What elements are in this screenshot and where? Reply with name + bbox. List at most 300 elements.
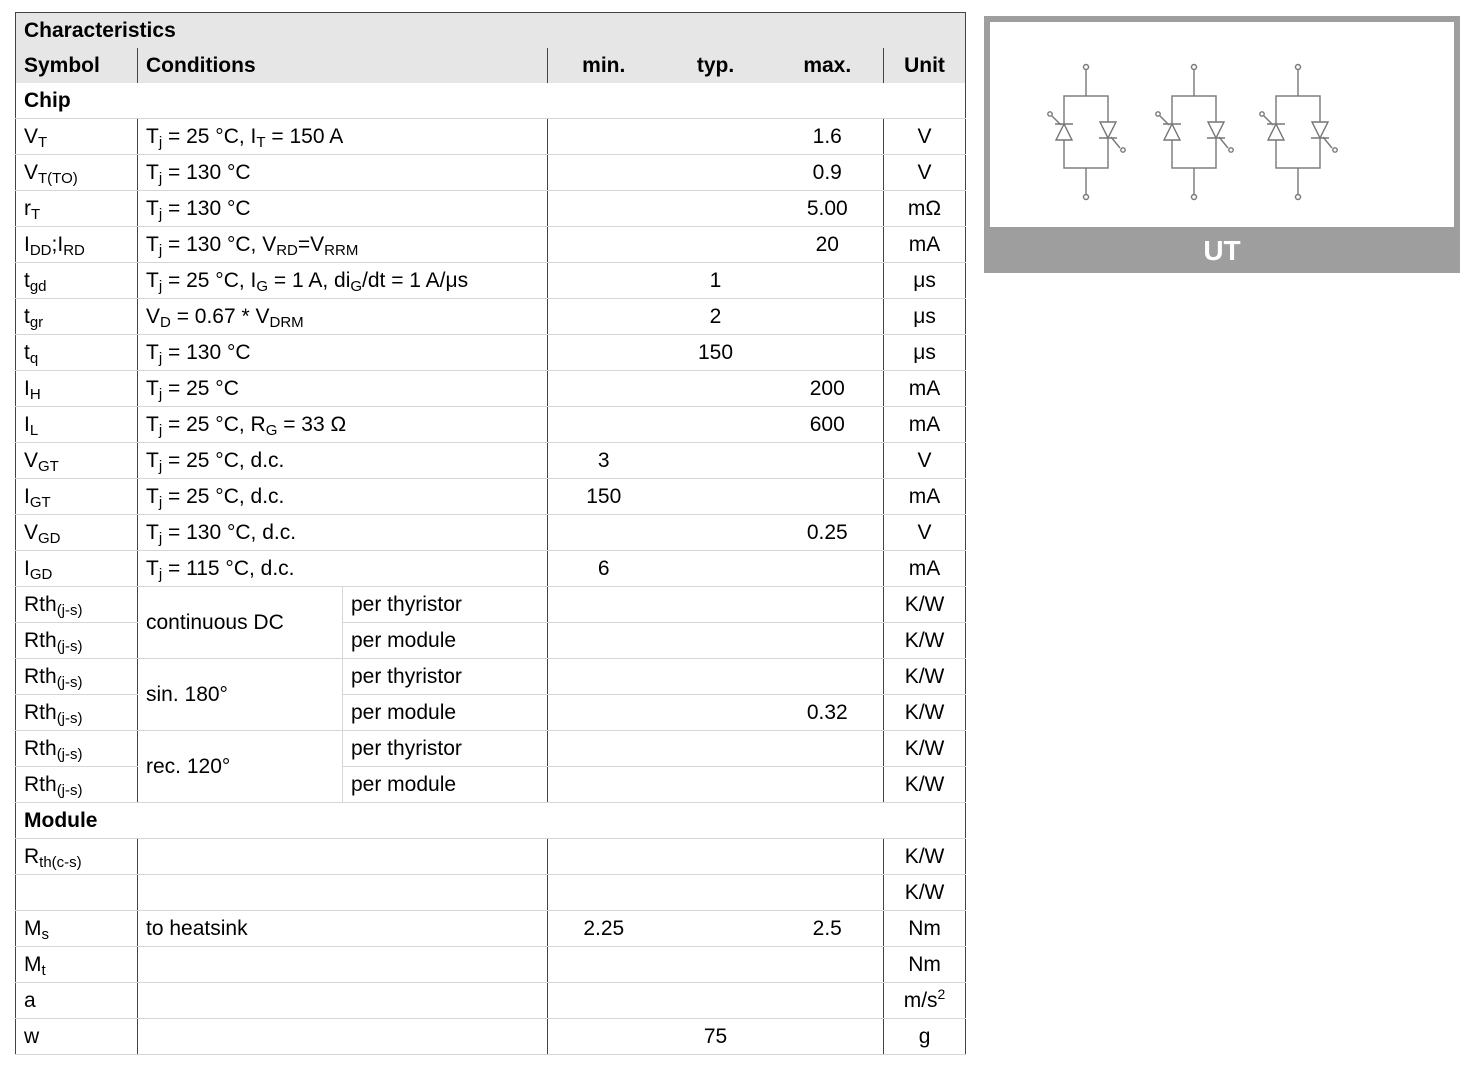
- symbol-subscript: gd: [29, 278, 47, 295]
- unit-value: [884, 767, 966, 803]
- condition-text: = 130 °C: [162, 341, 251, 364]
- condition-text: = 130 °C, d.c.: [162, 521, 297, 544]
- symbol-subscript: RD: [63, 242, 85, 259]
- symbol-subscript: (j-s): [56, 782, 83, 799]
- typ-value: [660, 947, 772, 983]
- typ-value: [660, 659, 772, 695]
- condition-cell: [138, 551, 548, 587]
- typ-value: [660, 587, 772, 623]
- table-row: [16, 335, 966, 371]
- symbol-subscript: th(c-s): [39, 854, 82, 871]
- typ-value: [660, 407, 772, 443]
- typ-value: 1: [660, 263, 772, 299]
- table-row: [16, 191, 966, 227]
- condition-cell: to heatsink: [138, 911, 548, 947]
- condition-cell: [138, 155, 548, 191]
- symbol-text: t: [24, 305, 30, 328]
- section-title-module: Module: [16, 803, 966, 839]
- table-row: [16, 947, 966, 983]
- max-value: [772, 839, 884, 875]
- typ-value: 150: [660, 335, 772, 371]
- table-row: [16, 911, 966, 947]
- unit-value: [884, 263, 966, 299]
- typ-value: [660, 227, 772, 263]
- symbol-cell: [16, 623, 138, 659]
- condition-subscript: j: [158, 530, 163, 547]
- max-value: 2.5: [772, 911, 884, 947]
- symbol-text: Rth: [24, 773, 57, 796]
- header-conditions: Conditions: [138, 48, 548, 83]
- min-value: [548, 299, 660, 335]
- condition-text: = 150 A: [265, 125, 344, 148]
- table-row: [16, 1019, 966, 1055]
- symbol-cell: [16, 695, 138, 731]
- max-value: [772, 659, 884, 695]
- symbol-cell: [16, 515, 138, 551]
- symbol-subscript: GT: [29, 494, 51, 511]
- condition-cell: [138, 119, 548, 155]
- symbol-cell: [16, 155, 138, 191]
- max-value: [772, 479, 884, 515]
- max-value: [772, 443, 884, 479]
- symbol-subscript: (j-s): [56, 638, 83, 655]
- min-value: [548, 839, 660, 875]
- max-value: [772, 875, 884, 911]
- typ-value: 2: [660, 299, 772, 335]
- min-value: [548, 407, 660, 443]
- min-value: [548, 767, 660, 803]
- unit-superscript: 2: [937, 986, 946, 1002]
- unit-text: K/W: [904, 881, 945, 904]
- symbol-cell: [16, 407, 138, 443]
- symbol-subscript: q: [29, 350, 39, 367]
- max-value: 0.25: [772, 515, 884, 551]
- min-value: [548, 155, 660, 191]
- unit-value: [884, 515, 966, 551]
- min-value: [548, 371, 660, 407]
- condition-text: = 25 °C, d.c.: [162, 485, 285, 508]
- rth-subcondition: per module: [343, 767, 548, 803]
- max-value: 20: [772, 227, 884, 263]
- symbol-cell: [16, 767, 138, 803]
- table-row: [16, 299, 966, 335]
- section-row-chip: [16, 83, 966, 119]
- symbol-cell: [16, 263, 138, 299]
- unit-value: [884, 587, 966, 623]
- condition-subscript: j: [158, 566, 163, 583]
- table-row: [16, 119, 966, 155]
- condition-text: T: [146, 233, 159, 256]
- max-value: [772, 263, 884, 299]
- max-value: [772, 587, 884, 623]
- max-value: [772, 947, 884, 983]
- max-value: [772, 767, 884, 803]
- typ-value: [660, 515, 772, 551]
- condition-text: T: [146, 125, 159, 148]
- typ-value: 75: [660, 1019, 772, 1055]
- symbol-cell: [16, 731, 138, 767]
- unit-value: [884, 335, 966, 371]
- table-row: [16, 731, 966, 767]
- condition-cell: [138, 407, 548, 443]
- unit-text: K/W: [904, 701, 945, 724]
- table-row: [16, 371, 966, 407]
- min-value: [548, 623, 660, 659]
- unit-text: mA: [908, 557, 941, 580]
- table-row: [16, 875, 966, 911]
- condition-text: = 25 °C, d.c.: [162, 449, 285, 472]
- condition-text: = 25 °C, I: [162, 125, 257, 148]
- condition-cell: [138, 947, 548, 983]
- symbol-subscript: GD: [38, 530, 61, 547]
- condition-subscript: j: [158, 134, 163, 151]
- symbol-text: a: [24, 989, 36, 1012]
- condition-subscript: j: [158, 386, 163, 403]
- unit-text: V: [917, 521, 932, 544]
- symbol-text: V: [24, 125, 39, 148]
- condition-text: =V: [297, 233, 325, 256]
- condition-cell: [138, 1019, 548, 1055]
- condition-cell: [138, 515, 548, 551]
- typ-value: [660, 983, 772, 1019]
- symbol-cell: [16, 1019, 138, 1055]
- symbol-text: t: [24, 269, 30, 292]
- table-row: [16, 587, 966, 623]
- condition-text: T: [146, 521, 159, 544]
- unit-value: [884, 407, 966, 443]
- unit-text: V: [917, 449, 932, 472]
- table-row: [16, 659, 966, 695]
- condition-subscript: j: [158, 458, 163, 475]
- symbol-text: Rth: [24, 629, 57, 652]
- symbol-cell: [16, 227, 138, 263]
- condition-cell: [138, 263, 548, 299]
- symbol-subscript: GT: [38, 458, 59, 475]
- table-row: [16, 515, 966, 551]
- symbol-subscript: t: [41, 962, 46, 979]
- condition-subscript: RD: [276, 242, 298, 259]
- unit-text: mA: [908, 377, 941, 400]
- condition-subscript: D: [160, 314, 171, 331]
- condition-subscript: j: [158, 350, 163, 367]
- condition-text: = 25 °C: [162, 377, 239, 400]
- typ-value: [660, 767, 772, 803]
- header-symbol: Symbol: [16, 48, 138, 83]
- condition-text: = 1 A, di: [268, 269, 351, 292]
- unit-text: μs: [913, 269, 936, 292]
- table-row: [16, 983, 966, 1019]
- unit-text: μs: [913, 341, 936, 364]
- symbol-text: M: [24, 917, 42, 940]
- header-min: min.: [548, 48, 660, 83]
- condition-subscript: G: [256, 278, 269, 295]
- symbol-cell: [16, 551, 138, 587]
- condition-text: V: [146, 305, 161, 328]
- max-value: [772, 731, 884, 767]
- min-value: [548, 983, 660, 1019]
- thyristor-pair-1-icon: [1048, 65, 1125, 200]
- symbol-cell: [16, 839, 138, 875]
- symbol-subscript: T: [38, 134, 48, 151]
- unit-text: V: [917, 125, 932, 148]
- min-value: [548, 335, 660, 371]
- condition-subscript: DRM: [269, 314, 304, 331]
- min-value: [548, 191, 660, 227]
- header-typ: typ.: [660, 48, 772, 83]
- symbol-cell: [16, 659, 138, 695]
- condition-subscript: j: [158, 242, 163, 259]
- max-value: 5.00: [772, 191, 884, 227]
- symbol-subscript: (j-s): [56, 674, 83, 691]
- min-value: [548, 875, 660, 911]
- symbol-cell: [16, 947, 138, 983]
- unit-value: [884, 659, 966, 695]
- symbol-cell: [16, 119, 138, 155]
- min-value: 150: [548, 479, 660, 515]
- condition-text: T: [146, 197, 159, 220]
- max-value: 200: [772, 371, 884, 407]
- typ-value: [660, 731, 772, 767]
- symbol-text: M: [24, 953, 42, 976]
- typ-value: [660, 911, 772, 947]
- condition-text: = 33 Ω: [277, 413, 347, 436]
- section-row-module: [16, 803, 966, 839]
- symbol-subscript: (j-s): [56, 710, 83, 727]
- condition-text: = 130 °C: [162, 161, 251, 184]
- symbol-text: Rth: [24, 701, 57, 724]
- symbol-subscript: gr: [29, 314, 44, 331]
- package-label: UT: [1203, 235, 1241, 266]
- typ-value: [660, 551, 772, 587]
- condition-subscript: T: [256, 134, 266, 151]
- condition-cell: [138, 983, 548, 1019]
- typ-value: [660, 479, 772, 515]
- condition-subscript: j: [158, 170, 163, 187]
- unit-text: μs: [913, 305, 936, 328]
- condition-cell: [138, 875, 548, 911]
- symbol-text: Rth: [24, 737, 57, 760]
- rth-subcondition: per module: [343, 695, 548, 731]
- symbol-subscript: L: [29, 422, 39, 439]
- unit-text: mA: [908, 485, 941, 508]
- unit-value: [884, 119, 966, 155]
- max-value: [772, 1019, 884, 1055]
- unit-text: K/W: [904, 773, 945, 796]
- table-row: [16, 443, 966, 479]
- max-value: [772, 335, 884, 371]
- table-header-row: [16, 48, 966, 83]
- condition-subscript: G: [350, 278, 363, 295]
- symbol-text: I: [24, 377, 30, 400]
- condition-subscript: j: [158, 422, 163, 439]
- unit-value: [884, 443, 966, 479]
- condition-text: = 130 °C, V: [162, 233, 277, 256]
- unit-text: g: [918, 1025, 931, 1048]
- max-value: 600: [772, 407, 884, 443]
- rth-subcondition: per thyristor: [343, 731, 548, 767]
- min-value: [548, 263, 660, 299]
- unit-value: [884, 983, 966, 1019]
- condition-subscript: j: [158, 278, 163, 295]
- unit-text: K/W: [904, 665, 945, 688]
- condition-subscript: j: [158, 206, 163, 223]
- max-value: [772, 299, 884, 335]
- symbol-cell: [16, 587, 138, 623]
- symbol-text: I: [24, 557, 30, 580]
- unit-value: [884, 911, 966, 947]
- max-value: [772, 551, 884, 587]
- unit-value: [884, 947, 966, 983]
- symbol-subscript: T: [31, 206, 41, 223]
- condition-subscript: RRM: [324, 242, 359, 259]
- condition-cell: [138, 443, 548, 479]
- symbol-cell: [16, 335, 138, 371]
- header-unit: Unit: [884, 48, 966, 83]
- condition-text: T: [146, 377, 159, 400]
- unit-text: mA: [908, 413, 941, 436]
- table-row: [16, 479, 966, 515]
- condition-text: = 25 °C, I: [162, 269, 257, 292]
- condition-subscript: j: [158, 494, 163, 511]
- symbol-text: t: [24, 341, 30, 364]
- min-value: 2.25: [548, 911, 660, 947]
- symbol-subscript: s: [41, 926, 49, 943]
- typ-value: [660, 839, 772, 875]
- condition-text: = 115 °C, d.c.: [162, 557, 295, 580]
- rth-condition: rec. 120°: [138, 731, 343, 803]
- max-value: 1.6: [772, 119, 884, 155]
- max-value: 0.9: [772, 155, 884, 191]
- symbol-text: ;I: [51, 233, 64, 256]
- rth-condition: continuous DC: [138, 587, 343, 659]
- typ-value: [660, 371, 772, 407]
- condition-cell: [138, 335, 548, 371]
- symbol-cell: [16, 299, 138, 335]
- symbol-cell: [16, 191, 138, 227]
- table-row: [16, 263, 966, 299]
- min-value: [548, 1019, 660, 1055]
- symbol-subscript: GD: [29, 566, 53, 583]
- symbol-subscript: H: [29, 386, 41, 403]
- circuit-diagram-panel: [984, 16, 1460, 273]
- typ-value: [660, 623, 772, 659]
- symbol-cell: [16, 983, 138, 1019]
- condition-text: T: [146, 161, 159, 184]
- unit-value: [884, 731, 966, 767]
- symbol-text: I: [24, 413, 30, 436]
- condition-subscript: G: [265, 422, 278, 439]
- unit-value: [884, 551, 966, 587]
- unit-text: m/s: [903, 989, 938, 1012]
- table-row: [16, 227, 966, 263]
- circuit-diagram: [990, 22, 1454, 227]
- condition-text: = 0.67 * V: [170, 305, 270, 328]
- unit-value: [884, 299, 966, 335]
- typ-value: [660, 191, 772, 227]
- symbol-text: V: [24, 521, 39, 544]
- unit-value: [884, 839, 966, 875]
- min-value: [548, 947, 660, 983]
- unit-value: [884, 371, 966, 407]
- min-value: [548, 695, 660, 731]
- symbol-subscript: (j-s): [56, 602, 83, 619]
- condition-text: T: [146, 269, 159, 292]
- typ-value: [660, 119, 772, 155]
- max-value: [772, 623, 884, 659]
- rth-subcondition: per thyristor: [343, 587, 548, 623]
- unit-text: mA: [908, 233, 941, 256]
- rth-subcondition: per module: [343, 623, 548, 659]
- min-value: 6: [548, 551, 660, 587]
- condition-text: = 25 °C, R: [162, 413, 266, 436]
- symbol-text: Rth: [24, 665, 57, 688]
- unit-value: [884, 623, 966, 659]
- unit-text: K/W: [904, 845, 945, 868]
- unit-text: K/W: [904, 629, 945, 652]
- symbol-cell: [16, 911, 138, 947]
- thyristor-pair-3-icon: [1260, 65, 1337, 200]
- symbol-text: V: [24, 161, 39, 184]
- typ-value: [660, 695, 772, 731]
- condition-cell: [138, 839, 548, 875]
- unit-text: K/W: [904, 737, 945, 760]
- table-row: [16, 839, 966, 875]
- unit-text: K/W: [904, 593, 945, 616]
- symbol-text: Rth: [24, 593, 57, 616]
- unit-value: [884, 191, 966, 227]
- min-value: [548, 227, 660, 263]
- table-row: [16, 155, 966, 191]
- symbol-subscript: DD: [29, 242, 52, 259]
- unit-text: V: [917, 161, 932, 184]
- min-value: [548, 731, 660, 767]
- thyristor-pair-2-icon: [1156, 65, 1233, 200]
- symbol-text: R: [24, 845, 40, 868]
- symbol-text: w: [24, 1025, 40, 1048]
- condition-cell: [138, 227, 548, 263]
- unit-value: [884, 479, 966, 515]
- min-value: [548, 587, 660, 623]
- unit-value: [884, 227, 966, 263]
- symbol-cell: [16, 371, 138, 407]
- rth-condition: sin. 180°: [138, 659, 343, 731]
- unit-value: [884, 155, 966, 191]
- symbol-text: I: [24, 485, 30, 508]
- symbol-cell: [16, 875, 138, 911]
- symbol-subscript: (j-s): [56, 746, 83, 763]
- unit-value: [884, 875, 966, 911]
- typ-value: [660, 155, 772, 191]
- condition-cell: [138, 191, 548, 227]
- symbol-cell: [16, 479, 138, 515]
- condition-text: T: [146, 485, 159, 508]
- unit-text: Nm: [908, 953, 941, 976]
- table-row: [16, 407, 966, 443]
- condition-text: = 130 °C: [162, 197, 251, 220]
- unit-value: [884, 1019, 966, 1055]
- condition-text: T: [146, 413, 159, 436]
- unit-text: Nm: [908, 917, 941, 940]
- symbol-text: V: [24, 449, 39, 472]
- condition-text: T: [146, 341, 159, 364]
- min-value: [548, 119, 660, 155]
- condition-text: T: [146, 449, 159, 472]
- section-title-chip: Chip: [16, 83, 966, 119]
- condition-cell: [138, 299, 548, 335]
- max-value: 0.32: [772, 695, 884, 731]
- max-value: [772, 983, 884, 1019]
- unit-text: mΩ: [907, 197, 942, 220]
